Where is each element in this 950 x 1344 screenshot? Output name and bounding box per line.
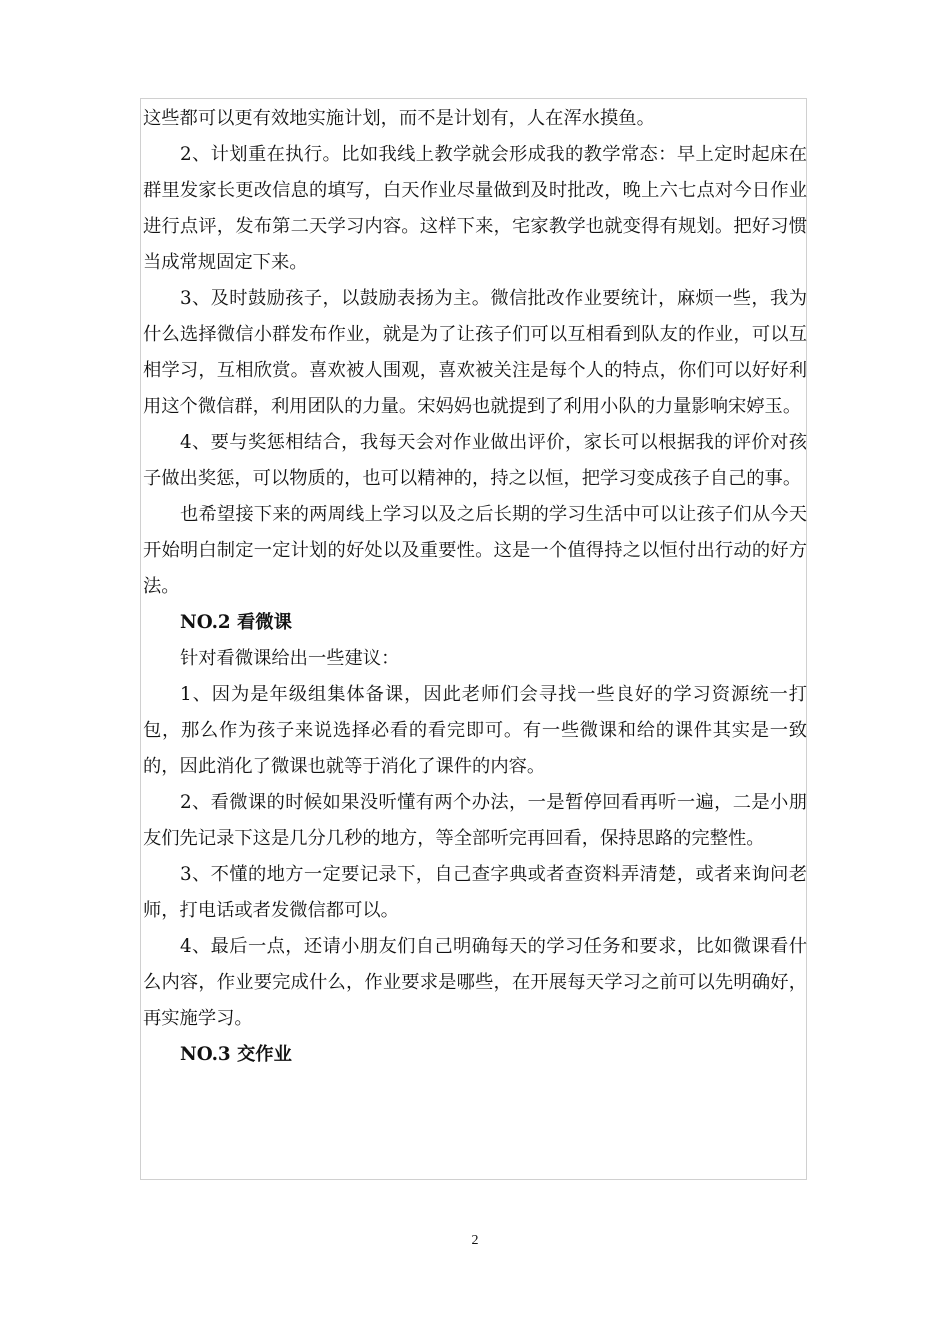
section-heading: NO.2 看微课	[180, 612, 292, 633]
paragraph: 1、因为是年级组集体备课，因此老师们会寻找一些良好的学习资源统一打包，那么作为孩子来说选择必看的看完即可。有一些微课和给的课件其实是一致的，因此消化了微课也就等于消化了课件的内容。	[143, 684, 807, 777]
paragraph: 4、要与奖惩相结合，我每天会对作业做出评价，家长可以根据我的评价对孩子做出奖惩，可以物质的，也可以精神的，持之以恒，把学习变成孩子自己的事。	[143, 432, 807, 489]
paragraph: 2、看微课的时候如果没听懂有两个办法，一是暂停回看再听一遍，二是小朋友们先记录下这是几分几秒的地方，等全部听完再回看，保持思路的完整性。	[143, 792, 807, 849]
section-heading: NO.3 交作业	[180, 1044, 292, 1065]
document-body	[143, 101, 807, 1073]
paragraph: 也希望接下来的两周线上学习以及之后长期的学习生活中可以让孩子们从今天开始明白制定一定计划的好处以及重要性。这是一个值得持之以恒付出行动的好方法。	[143, 504, 807, 597]
paragraph: 2、计划重在执行。比如我线上教学就会形成我的教学常态：早上定时起床在群里发家长更改信息的填写，白天作业尽量做到及时批改，晚上六七点对今日作业进行点评，发布第二天学习内容。这样下来，宅家教学也就变得有规划。把好习惯当成常规固定下来。	[143, 144, 807, 273]
paragraph: 4、最后一点，还请小朋友们自己明确每天的学习任务和要求，比如微课看什么内容，作业要完成什么，作业要求是哪些，在开展每天学习之前可以先明确好，再实施学习。	[143, 936, 807, 1029]
paragraph: 3、不懂的地方一定要记录下，自己查字典或者查资料弄清楚，或者来询问老师，打电话或者发微信都可以。	[143, 864, 807, 921]
paragraph: 这些都可以更有效地实施计划，而不是计划有，人在浑水摸鱼。	[143, 108, 655, 129]
paragraph: 针对看微课给出一些建议：	[180, 648, 400, 669]
page-number: 2	[471, 1233, 479, 1248]
paragraph: 3、及时鼓励孩子，以鼓励表扬为主。微信批改作业要统计，麻烦一些，我为什么选择微信小群发布作业，就是为了让孩子们可以互相看到队友的作业，可以互相学习，互相欣赏。喜欢被人围观，喜欢被关注是每个人的特点，你们可以好好利用这个微信群，利用团队的力量。宋妈妈也就提到了利用小队的力量影响宋婷玉。	[143, 288, 807, 417]
